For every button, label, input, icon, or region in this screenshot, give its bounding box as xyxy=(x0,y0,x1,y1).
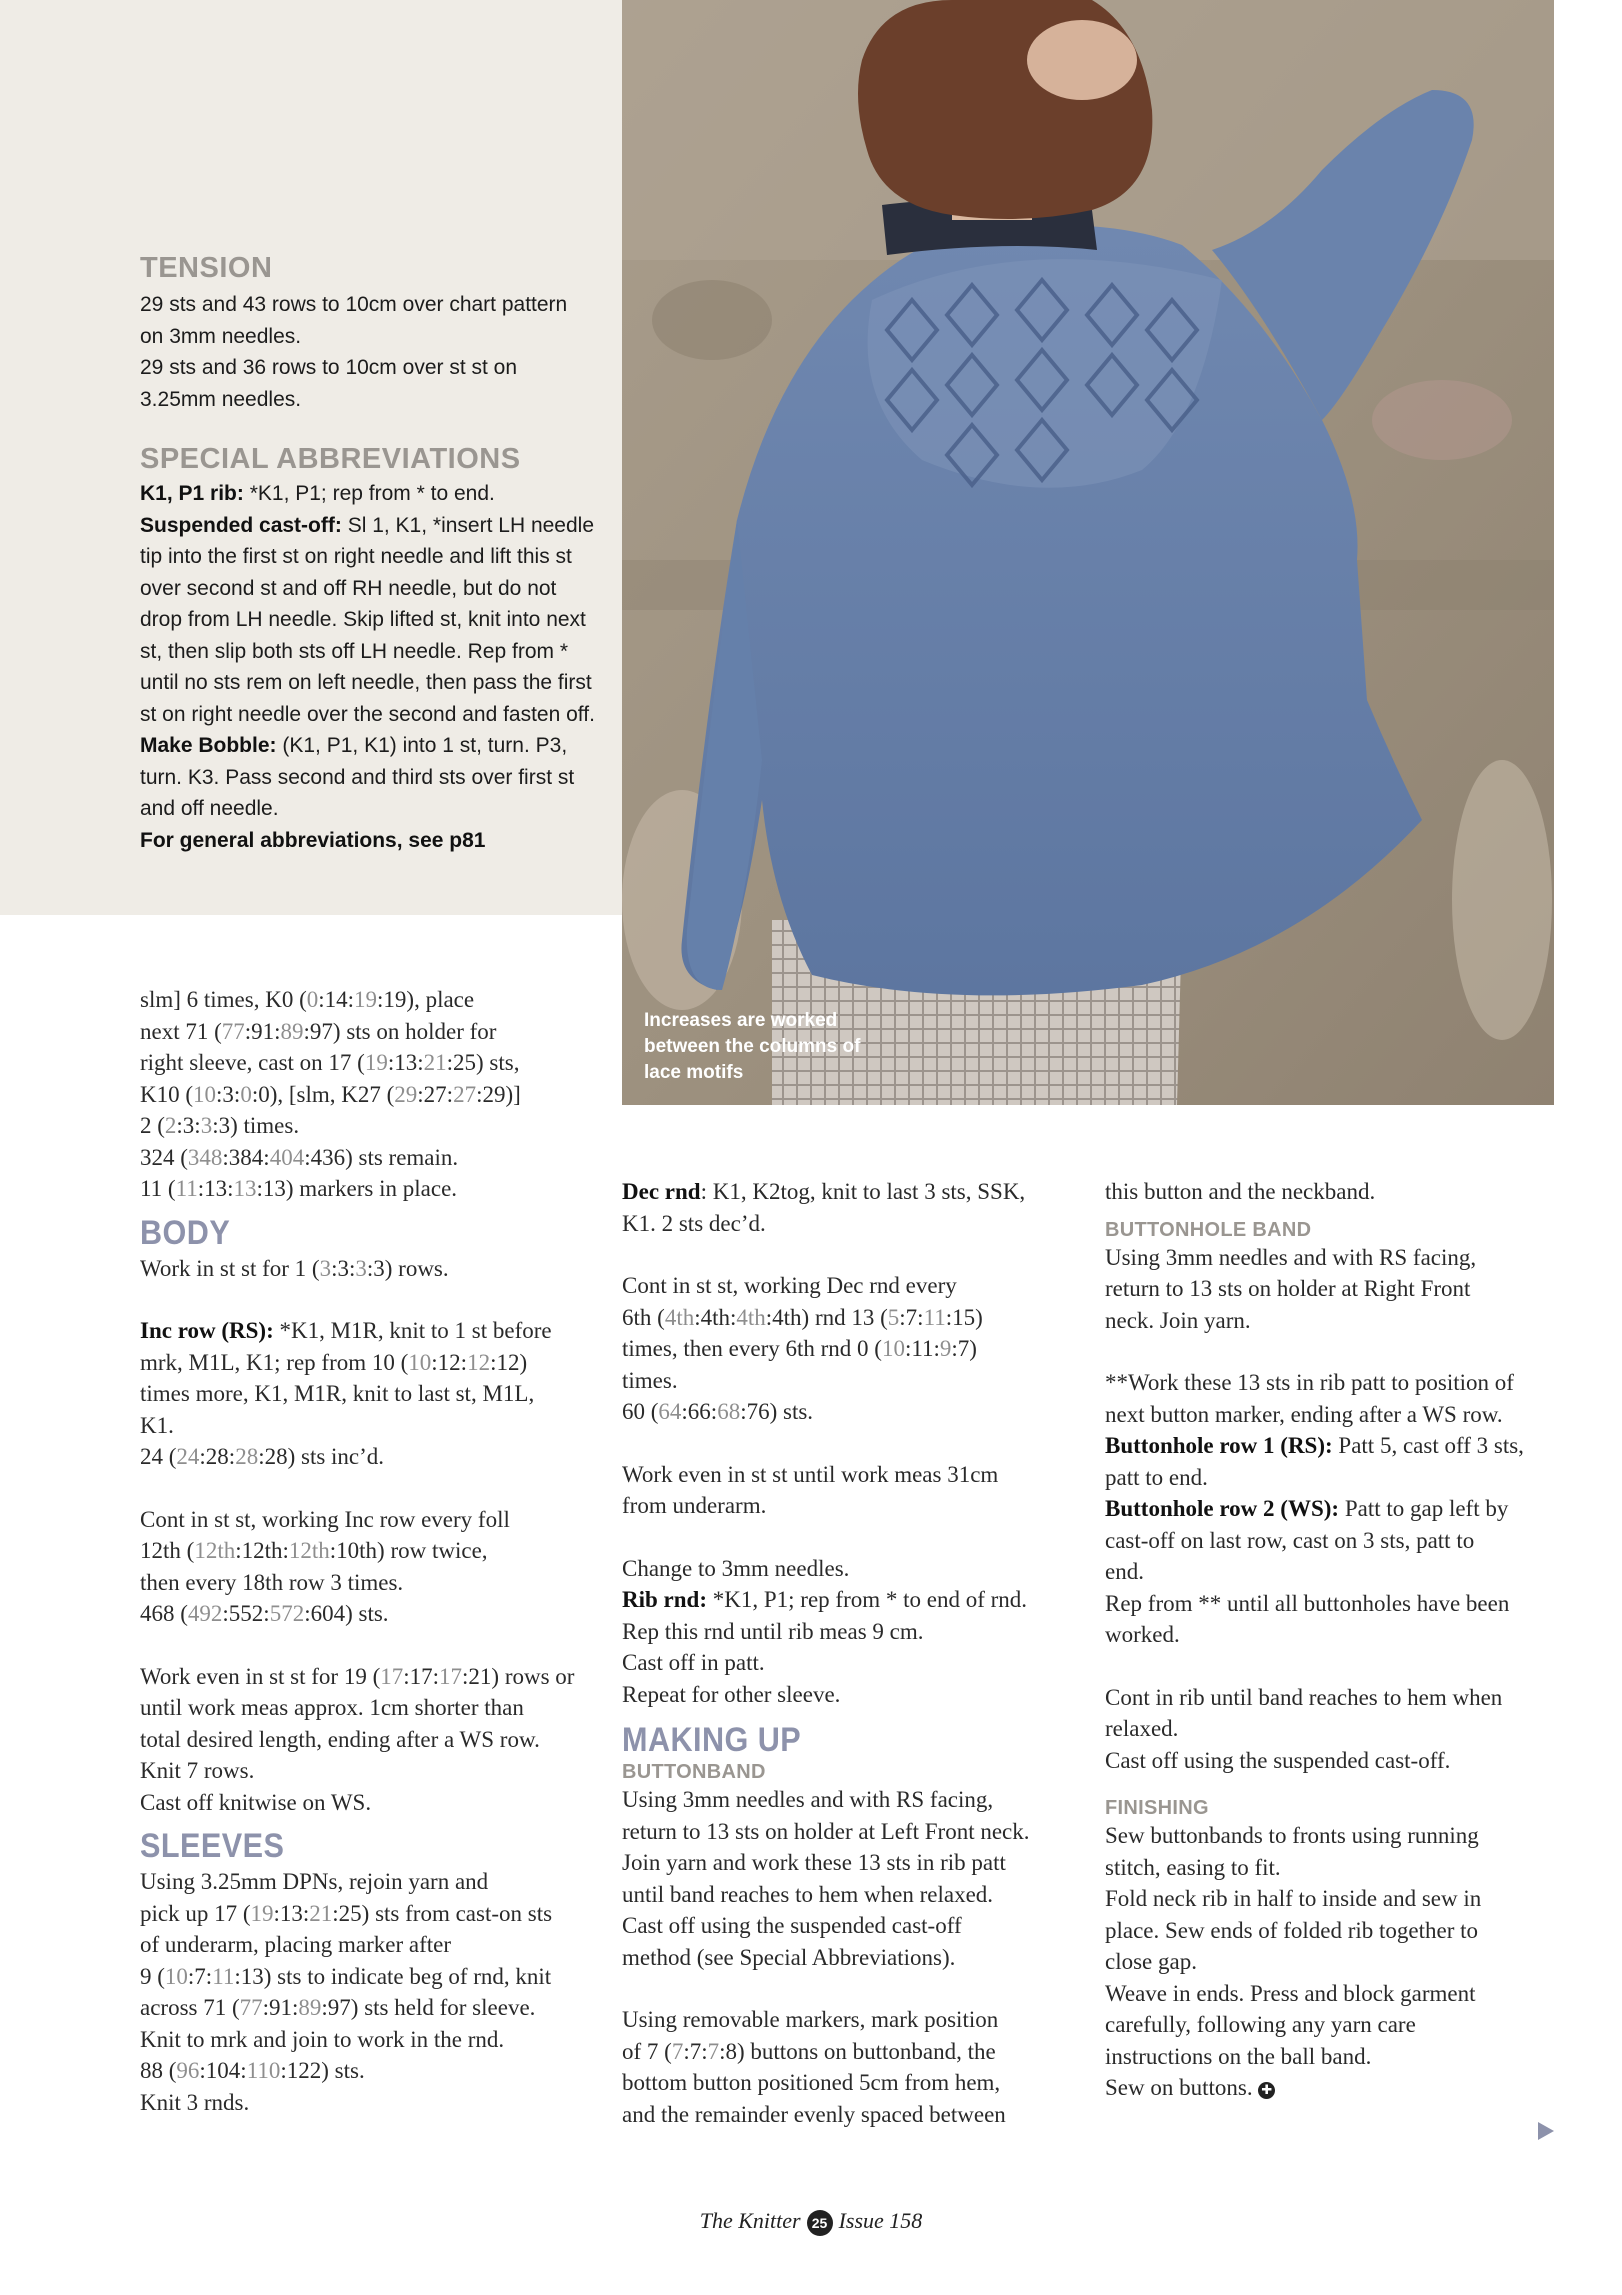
special-abbreviations-heading: SPECIAL ABBREVIATIONS xyxy=(140,443,521,475)
tension-section xyxy=(140,252,610,415)
abbr-suspended-cast-off: Suspended cast-off: Sl 1, K1, *insert LH needle tip into the first st on right needle and lift this st over second st and off RH needle, but do not drop from LH needle. Skip lifted st, knit into next st, then slip both sts off LH needle. Rep from * until no sts rem on left needle, then pass the first st on right needle over the second and fasten off. xyxy=(140,513,595,726)
abbr-k1p1: K1, P1 rib: *K1, P1; rep from * to end. xyxy=(140,482,495,505)
photo-caption: Increases are worked between the columns of lace motifs xyxy=(644,1010,861,1083)
buttonhole-instructions: Using 3mm needles and with RS facing, return to 13 sts on holder at Right Front neck. Join yarn. **Work these 13 sts in rib patt to position of next button marker, ending after a WS row. Buttonhole row 1 (RS): Patt 5, cast off 3 sts, patt to end. Buttonhole row 2 (WS): Patt to gap left by cast-off on last row, cast on 3 sts, patt to end. Rep from ** until all buttonholes have been worked. Cont in rib until band reaches to hem when relaxed. Cast off using the suspended cast-off. xyxy=(1105,1244,1524,1773)
tension-text: 29 sts and 43 rows to 10cm over chart pattern on 3mm needles. 29 sts and 36 rows to 10cm over st st on 3.25mm needles. xyxy=(140,293,568,411)
general-abbreviations-note: For general abbreviations, see p81 xyxy=(140,828,486,852)
buttonband-heading: BUTTONBAND xyxy=(622,1761,766,1783)
tension-heading: TENSION xyxy=(140,252,273,284)
body-heading: BODY xyxy=(140,1213,231,1252)
abbreviations-panel xyxy=(0,0,622,915)
column-1 xyxy=(140,984,610,2118)
column-2 xyxy=(622,1176,1082,2130)
garment-photo xyxy=(622,0,1554,1105)
end-of-pattern-icon: ✚ xyxy=(1258,2082,1275,2099)
sleeves-heading: SLEEVES xyxy=(140,1827,285,1865)
page-number: 25 xyxy=(807,2210,833,2236)
column-3: this button and the neckband. BUTTONHOLE BAND Using 3mm needles and with RS facing, return to 13 sts on holder at Right Front neck. Join yarn. **Work these 13 sts in rib patt to position of next button marker, ending after a WS row. Buttonhole row 1 (RS): Patt 5, cast off 3 sts, patt to end. Buttonhole row 2 (WS): Patt to gap left by cast-off on last row, cast on 3 sts, patt to end. Rep from ** until all buttonholes have been worked. Cont in rib until band reaches to hem when relaxed. Cast off using the suspended cast-off. FINISHING Sew buttonbands to fronts using running stitch, easing to fit. Fold neck rib in half to inside and sew in place. Sew ends of folded rib together to close gap. Weave in ends. Press and block garment carefully, following any yarn care instructions on the ball band. Sew on buttons. ✚ xyxy=(1105,1176,1575,2104)
next-page-arrow-icon[interactable] xyxy=(1538,2122,1554,2140)
magazine-name: The Knitter xyxy=(699,2208,801,2233)
page-footer xyxy=(0,2208,1622,2236)
finishing-instructions: Sew buttonbands to fronts using running stitch, easing to fit. Fold neck rib in half to inside and sew in place. Sew ends of folded rib together to close gap. Weave in ends. Press and block garment carefully, following any yarn care instructions on the ball band. Sew on buttons. ✚ xyxy=(1105,1823,1482,2100)
buttonband-instructions: Using 3mm needles and with RS facing, return to 13 sts on holder at Left Front neck. Join yarn and work these 13 sts in rib patt until band reaches to hem when relaxed. Cast off using the suspended cast-off method (see Special Abbreviations). Using removable markers, mark position of 7 (7:7:7:8) buttons on buttonband, the bottom button positioned 5cm from hem, and the remainder evenly spaced between xyxy=(622,1787,1030,2127)
finishing-heading: FINISHING xyxy=(1105,1797,1209,1819)
making-up-heading: MAKING UP xyxy=(622,1721,802,1759)
abbr-make-bobble: Make Bobble: (K1, P1, K1) into 1 st, turn. P3, turn. K3. Pass second and third sts over first st and off needle. xyxy=(140,734,575,820)
sweater-photo-illustration xyxy=(622,0,1554,1105)
sleeves-instructions: Using 3.25mm DPNs, rejoin yarn and pick up 17 (19:13:21:25) sts from cast-on sts of underarm, placing marker after 9 (10:7:11:13) sts to indicate beg of rnd, knit across 71 (77:91:89:97) sts held for sleeve. Knit to mrk and join to work in the rnd. 88 (96:104:110:122) sts. Knit 3 rnds. xyxy=(140,1869,553,2115)
dec-rnd-instructions: Dec rnd: K1, K2tog, knit to last 3 sts, SSK, K1. 2 sts dec’d. Cont in st st, working Dec rnd every 6th (4th:4th:4th:4th) rnd 13 (5:7:11:15) times, then every 6th rnd 0 (10:11:9:7) times. 60 (64:66:68:76) sts. Work even in st st until work meas 31cm from underarm. Change to 3mm needles. Rib rnd: *K1, P1; rep from * to end of rnd. Rep this rnd until rib meas 9 cm. Cast off in patt. Repeat for other sleeve. xyxy=(622,1179,1028,1707)
yoke-continuation: slm] 6 times, K0 (0:14:19:19), place next 71 (77:91:89:97) sts on holder for right sleeve, cast on 17 (19:13:21:25) sts, K10 (10:3:0:0), [slm, K27 (29:27:27:29)] 2 (2:3:3:3) times. 324 (348:384:404:436) sts remain. 11 (11:13:13:13) markers in place. xyxy=(140,987,521,1201)
abbreviations-text xyxy=(140,478,600,856)
issue-number: Issue 158 xyxy=(838,2208,923,2233)
body-instructions: Work in st st for 1 (3:3:3:3) rows. Inc row (RS): *K1, M1R, knit to 1 st before mrk, M1L, K1; rep from 10 (10:12:12:12) times more, K1, M1R, knit to last st, M1L, K1. 24 (24:28:28:28) sts inc’d. Cont in st st, working Inc row every foll 12th (12th:12th:12th:10th) row twice, then every 18th row 3 times. 468 (492:552:572:604) sts. Work even in st st for 19 (17:17:17:21) rows or until work meas approx. 1cm shorter than total desired length, ending after a WS row. Knit 7 rows. Cast off knitwise on WS. xyxy=(140,1255,575,1815)
special-abbreviations-section xyxy=(140,443,600,856)
buttonhole-band-heading: BUTTONHOLE BAND xyxy=(1105,1218,1312,1241)
